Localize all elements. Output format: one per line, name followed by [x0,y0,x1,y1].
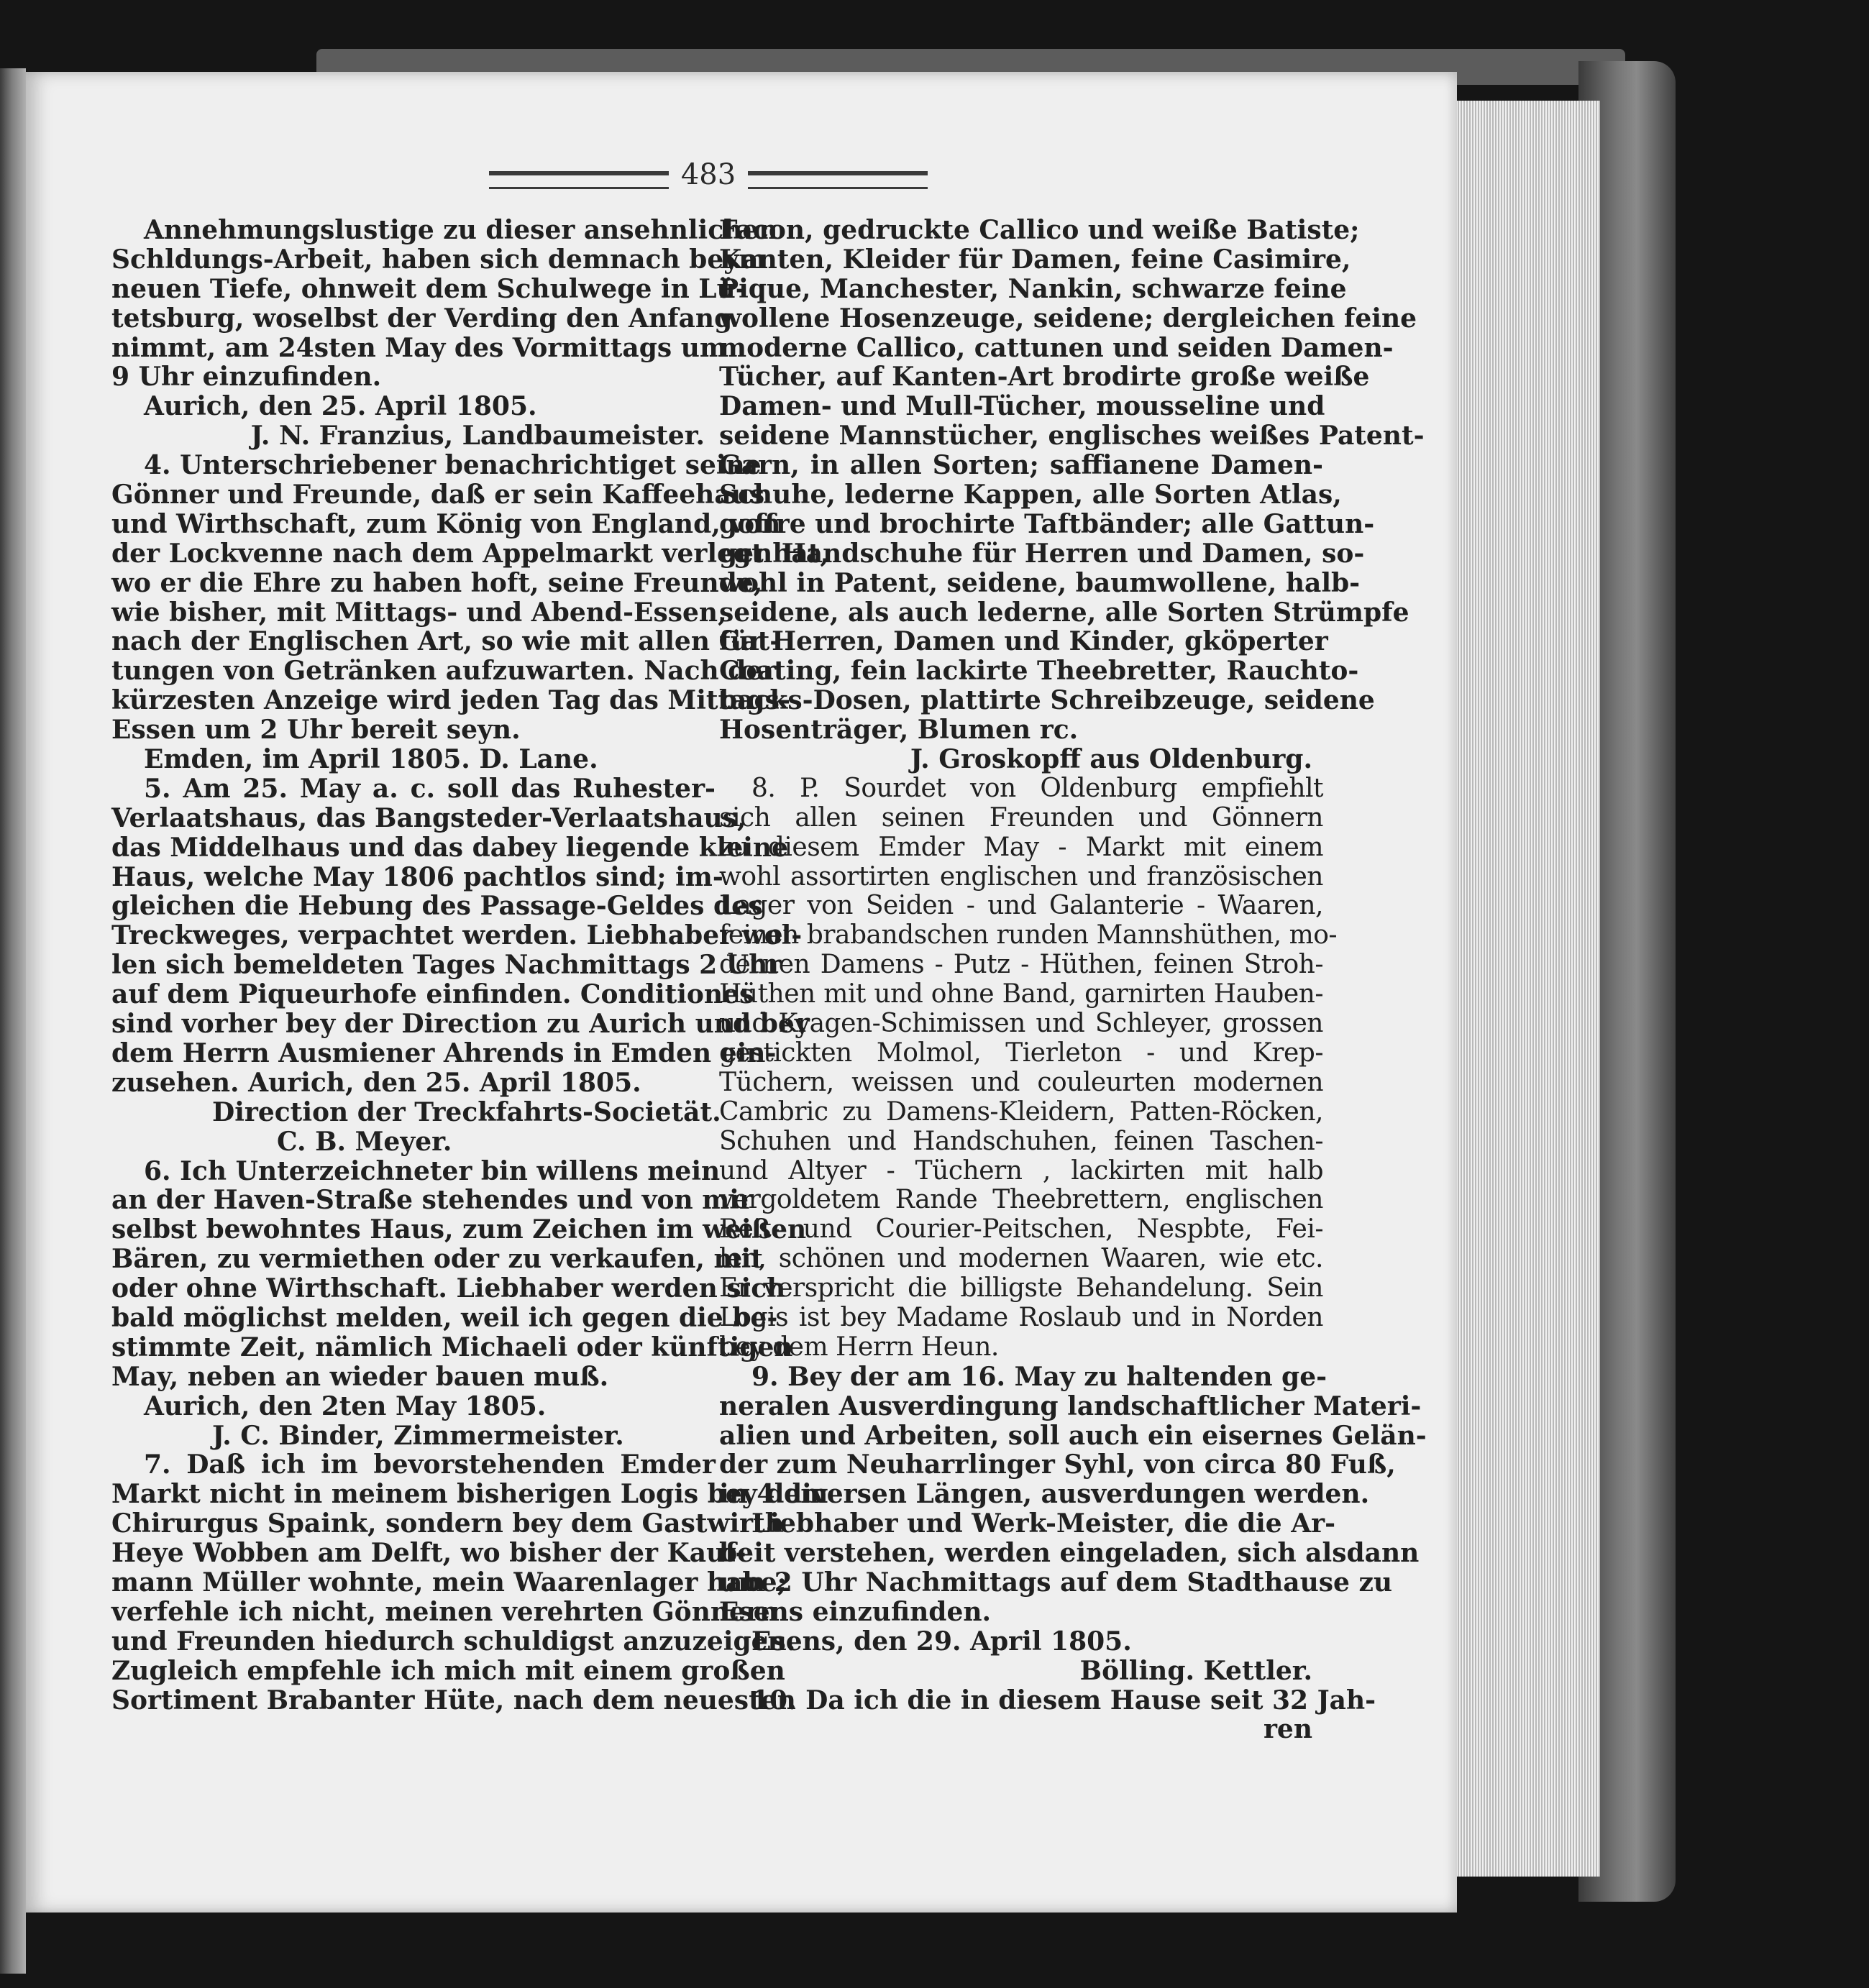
text-line: Haus, welche May 1806 pachtlos sind; im- [111,861,723,892]
text-line: wo er die Ehre zu haben hoft, seine Freunde, [111,567,763,598]
text-line: 10. Da ich die in diesem Hause seit 32 Jah- [751,1685,1376,1716]
text-line: bey dem Herrn Heun. [719,1332,999,1362]
text-line: Gönner und Freunde, daß er sein Kaffeehaus [111,480,765,510]
text-line: Bölling. Kettler. [1079,1655,1312,1686]
text-line: seidene, als auch lederne, alle Sorten Strümpfe [719,597,1409,628]
text-line: wollene Hosenzeuge, seidene; dergleichen feine [719,303,1417,334]
text-line: Schldungs-Arbeit, haben sich demnach beym [111,244,767,275]
text-line: auf dem Piqueurhofe einfinden. Conditiones [111,979,754,1010]
text-line: gen Handschuhe für Herren und Damen, so- [719,538,1365,569]
text-line: Tüchern, weissen und couleurten modernen [719,1067,1323,1097]
text-line: und Kragen-Schimissen und Schleyer, grossen [719,1009,1323,1039]
text-line: neuen Tiefe, ohnweit dem Schulwege in Lü- [111,273,746,304]
text-line: goffre und brochirte Taftbänder; alle Gattun- [719,508,1375,539]
text-line: Bären, zu vermiethen oder zu verkaufen, mit [111,1244,763,1275]
left-text-column [111,215,829,1716]
text-line: Reit- und Courier-Peitschen, Nespbte, Fei- [719,1214,1323,1245]
text-line: tetsburg, woselbst der Verding den Anfang [111,303,733,334]
facing-page-edge [0,68,26,1974]
text-line: der zum Neuharrlinger Syhl, von circa 80 Fuß, [719,1449,1396,1480]
text-line: 4. Unterschriebener benachrichtiget seine [144,450,762,481]
text-line: Zugleich empfehle ich mich mit einem großen [111,1655,785,1686]
header-rule-right [748,171,928,189]
text-line: in 4 diversen Längen, ausverdungen werden. [719,1479,1370,1510]
text-line: Lager von Seiden - und Galanterie - Waaren, [719,891,1323,921]
text-line: moderne Callico, cattunen und seiden Damen- [719,332,1394,363]
text-line: Logis ist bey Madame Roslaub und in Norden [719,1302,1323,1332]
text-line: Heye Wobben am Delft, wo bisher der Kauf- [111,1538,746,1569]
text-line: gleichen die Hebung des Passage-Geldes des [111,891,763,922]
text-line: backs-Dosen, plattirte Schreibzeuge, seidene [719,685,1375,716]
text-line: Hosenträger, Blumen rc. [719,715,1079,746]
text-line: Essen um 2 Uhr bereit seyn. [111,715,521,746]
text-line: zu diesem Emder May - Markt mit einem [719,832,1323,862]
text-line: feinen brabandschen runden Mannshüthen, mo- [719,920,1338,951]
text-line: nimmt, am 24sten May des Vormittags um [111,332,727,363]
text-line: Hüthen mit und ohne Band, garnirten Hauben- [719,979,1323,1009]
text-line: J. C. Binder, Zimmermeister. [212,1420,624,1451]
text-line: sind vorher bey der Direction zu Aurich und bey [111,1009,810,1040]
text-line: zusehen. Aurich, den 25. April 1805. [111,1067,641,1098]
page-header [489,158,928,207]
text-line: stimmte Zeit, nämlich Michaeli oder künftigen [111,1332,793,1362]
text-line: 9. Bey der am 16. May zu haltenden ge- [751,1361,1328,1392]
text-line: Aurich, den 2ten May 1805. [144,1391,547,1421]
text-line: Verlaatshaus, das Bangsteder-Verlaatshaus, [111,802,746,833]
text-line: mann Müller wohnte, mein Waarenlager habe; [111,1567,787,1598]
text-line: wie bisher, mit Mittags- und Abend-Essen, [111,597,727,628]
text-line: Garn, in allen Sorten; saffianene Damen- [719,450,1323,481]
text-line: Er verspricht die billigste Behandelung. Sein [719,1273,1323,1304]
text-line: 8. P. Sourdet von Oldenburg empfiehlt [751,773,1323,803]
text-line: neralen Ausverdingung landschaftlicher Materi- [719,1391,1422,1421]
text-line: Liebhaber und Werk-Meister, die die Ar- [751,1508,1336,1539]
text-line: und Wirthschaft, zum König von England, von [111,508,781,539]
text-line: Schuhen und Handschuhen, feinen Taschen- [719,1126,1323,1156]
text-line: und Altyer - Tüchern , lackirten mit halb [719,1155,1323,1186]
text-line: Annehmungslustige zu dieser ansehnlichen [144,215,778,245]
text-line: alien und Arbeiten, soll auch ein eisernes Gelän- [719,1420,1427,1451]
text-line: Damen- und Mull-Tücher, mousseline und [719,391,1325,422]
text-line: Markt nicht in meinem bisherigen Logis bey dem [111,1479,828,1510]
text-line: nach der Englischen Art, so wie mit allen Gat- [111,626,781,657]
text-line: dernen Damens - Putz - Hüthen, feinen Stroh- [719,950,1323,980]
text-line: len, schönen und modernen Waaren, wie etc. [719,1244,1323,1274]
text-line: seidene Mannstücher, englisches weißes Patent- [719,421,1425,452]
text-line: um 2 Uhr Nachmittags auf dem Stadthause zu [719,1567,1393,1598]
text-line: bald möglichst melden, weil ich gegen die be- [111,1302,778,1333]
text-line: Direction der Treckfahrts-Societät. [212,1096,721,1127]
text-line: Kanten, Kleider für Damen, feine Casimire, [719,244,1351,275]
text-line: vergoldetem Rande Theebrettern, englischen [719,1185,1323,1215]
text-line: Chirurgus Spaink, sondern bey dem Gastwirth [111,1508,784,1539]
text-line: Esens einzufinden. [719,1596,992,1627]
header-rule-left [489,171,669,189]
text-line: der Lockvenne nach dem Appelmarkt verlegt hat, [111,538,829,569]
text-line: Facon, gedruckte Callico und weiße Batiste; [719,215,1360,245]
text-line: J. N. Franzius, Landbaumeister. [250,421,705,452]
text-line: tungen von Getränken aufzuwarten. Nach der [111,656,777,687]
text-line: Cambric zu Damens-Kleidern, Patten-Röcken, [719,1096,1323,1127]
text-line: das Middelhaus und das dabey liegende kleine [111,832,788,863]
text-line: an der Haven-Straße stehendes und von mir [111,1185,753,1216]
text-line: sich allen seinen Freunden und Gönnern [719,802,1323,833]
text-line: gestickten Molmol, Tierleton - und Krep- [719,1037,1323,1068]
text-line: C. B. Meyer. [277,1126,452,1157]
text-line: 6. Ich Unterzeichneter bin willens mein [144,1155,721,1186]
text-line: 7. Daß ich im bevorstehenden Emder [144,1449,716,1480]
text-line: wohl assortirten englischen und französischen [719,861,1323,892]
text-line: und Freunden hiedurch schuldigst anzuzeigen. [111,1626,796,1657]
text-line: Treckweges, verpachtet werden. Liebhaber wol- [111,920,803,951]
text-line: Esens, den 29. April 1805. [751,1626,1132,1657]
text-line: dem Herrn Ausmiener Ahrends in Emden ein- [111,1037,777,1068]
text-line: Schuhe, lederne Kappen, alle Sorten Atlas, [719,480,1342,510]
text-line: 9 Uhr einzufinden. [111,362,382,393]
text-line: len sich bemeldeten Tages Nachmittags 2 Uhr [111,950,782,981]
text-line: Pique, Manchester, Nankin, schwarze feine [719,273,1347,304]
page-edges [1456,101,1600,1877]
text-line: ren [1263,1714,1312,1745]
text-line: verfehle ich nicht, meinen verehrten Gönnern [111,1596,779,1627]
text-line: oder ohne Wirthschaft. Liebhaber werden sich [111,1273,786,1304]
text-line: beit verstehen, werden eingeladen, sich alsdann [719,1538,1420,1569]
text-line: J. Groskopff aus Oldenburg. [910,744,1312,775]
text-line: für Herren, Damen und Kinder, gköperter [719,626,1328,657]
text-line: Emden, im April 1805. D. Lane. [144,744,598,775]
text-line: Aurich, den 25. April 1805. [144,391,537,422]
text-line: Coating, fein lackirte Theebretter, Rauchto- [719,656,1359,687]
text-line: 5. Am 25. May a. c. soll das Ruhester- [144,773,716,804]
page-number: 483 [680,158,736,191]
text-line: May, neben an wieder bauen muß. [111,1361,609,1392]
text-line: Sortiment Brabanter Hüte, nach dem neuesten [111,1685,796,1716]
text-line: wohl in Patent, seidene, baumwollene, halb- [719,567,1361,598]
text-line: selbst bewohntes Haus, zum Zeichen im weißen [111,1214,807,1245]
text-line: kürzesten Anzeige wird jeden Tag das Mittags- [111,685,790,716]
text-line: Tücher, auf Kanten-Art brodirte große weiße [719,362,1370,393]
right-text-column [719,215,1427,1745]
